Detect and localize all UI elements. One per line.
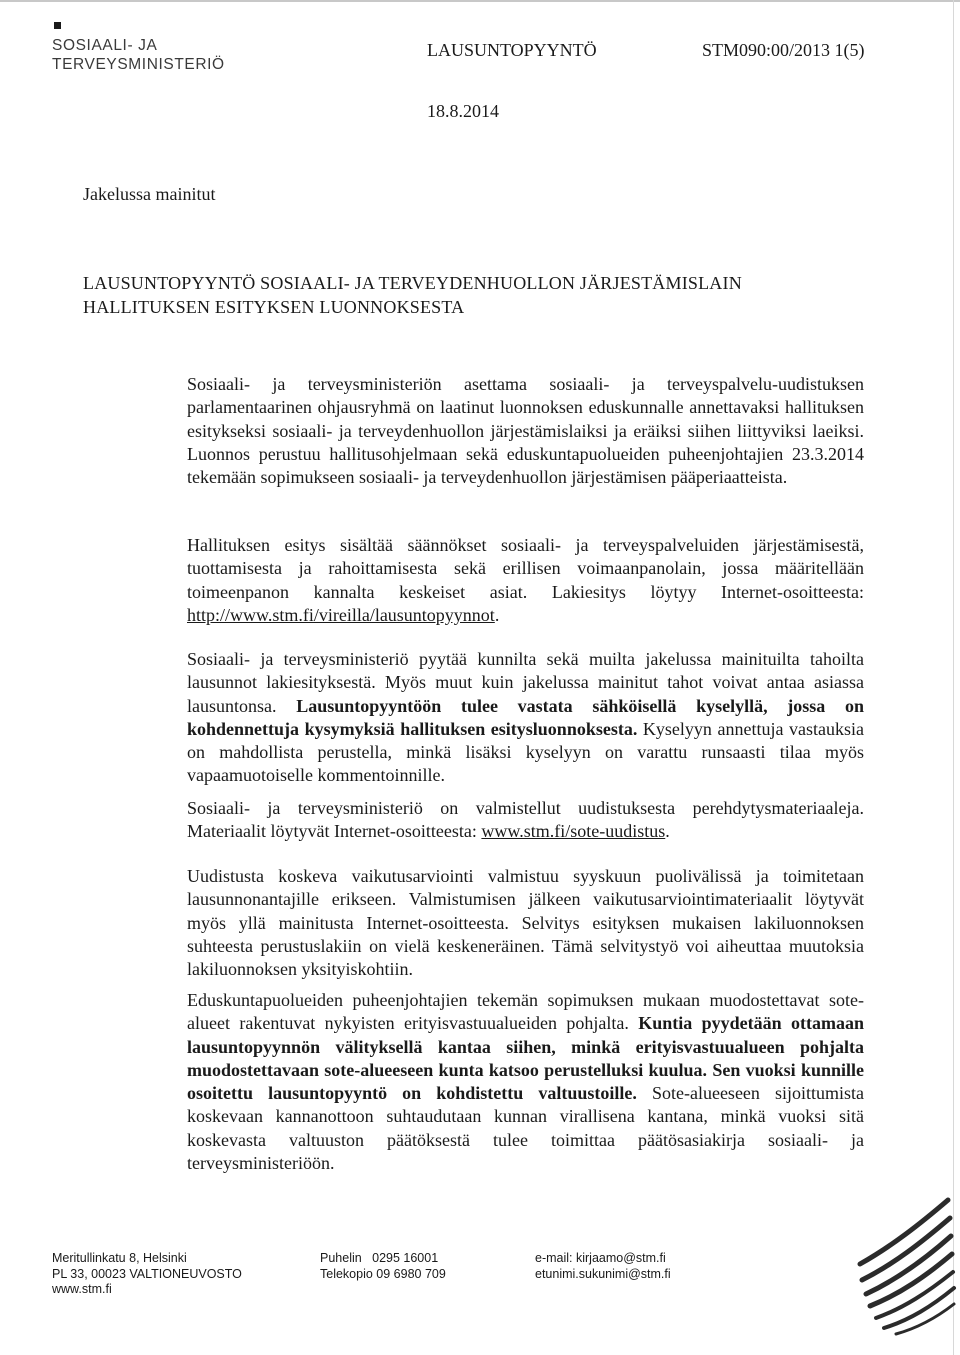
paragraph-2-text: Hallituksen esitys sisältää säännökset sosiaali- ja terveyspalveluiden järjestämisestä, tuottamisesta ja rahoittamisesta sekä erillisen voimaanpanolain, jossa määritellään toimeenpanon kannalta keskeiset asiat. Lakiesitys löytyy Internet-osoitteesta:: [187, 535, 864, 602]
ministry-name-line2: TERVEYSMINISTERIÖ: [52, 56, 225, 73]
ministry-logo: [52, 28, 225, 74]
footer-phone-number: Puhelin 0295 16001: [320, 1251, 439, 1265]
paragraph-4-text: Sosiaali- ja terveysministeriö on valmistellut uudistuksesta perehdytysmateriaaleja. Materiaalit löytyvät Internet-osoitteesta:: [187, 798, 864, 842]
paragraph-4-end: .: [665, 821, 670, 842]
footer-postal: PL 33, 00023 VALTIONEUVOSTO: [52, 1266, 242, 1281]
page-top-edge: [0, 0, 960, 2]
footer-phone: [320, 1251, 446, 1282]
footer-email: [535, 1251, 671, 1282]
title-line1: LAUSUNTOPYYNTÖ SOSIAALI- JA TERVEYDENHUOLLON JÄRJESTÄMISLAIN: [83, 273, 742, 293]
paragraph-3: [187, 648, 864, 788]
footer-fax-number: Telekopio 09 6980 709: [320, 1266, 446, 1281]
sote-uudistus-link[interactable]: www.stm.fi/sote-uudistus: [481, 821, 666, 842]
logo-square-icon: [54, 22, 61, 29]
document-title: [83, 271, 742, 319]
lausuntopyynnot-link[interactable]: http://www.stm.fi/vireilla/lausuntopyynnot: [187, 604, 495, 625]
footer-email-personal[interactable]: etunimi.sukunimi@stm.fi: [535, 1266, 671, 1281]
document-number: STM090:00/2013 1(5): [702, 40, 865, 60]
footer-website[interactable]: www.stm.fi: [52, 1282, 112, 1296]
paragraph-6-start: Eduskuntapuolueiden puheenjohtajien tekemän sopimuksen mukaan muodostettavat sote-alueet rakentuvat nykyisten erityisvastuualueiden pohjalta.: [187, 990, 864, 1034]
ministry-name-line1: SOSIAALI- JA: [52, 37, 158, 54]
paragraph-2: [187, 534, 864, 627]
paragraph-6-end: Sote-alueeseen sijoittumista koskevaan kannanottoon suhtaudutaan kunnan virallisena kantana, minkä vuoksi sitä koskevasta valtuuston päätöksestä tulee toimittaa päätösasiakirja sosiaali- ja terveysministeriöön.: [187, 1083, 864, 1174]
document-date: 18.8.2014: [427, 101, 499, 121]
footer-address: [52, 1251, 242, 1298]
recipients: Jakelussa mainitut: [83, 184, 216, 204]
paragraph-2-end: .: [494, 604, 500, 625]
paragraph-3-end: Kyselyyn annettuja vastauksia on mahdollista perustella, minkä lisäksi kyselyyn on varattu runsaasti tilaa myös vapaamuotoiselle kommentoinnille.: [187, 718, 864, 786]
paragraph-5: Uudistusta koskeva vaikutusarviointi valmistuu syyskuun puolivälissä ja toimitetaan lausunnonantajille erikseen. Valmistumisen jälkeen vaikutusarviointimateriaalit löytyvät myös yllä mainitusta Internet-osoitteesta. Selvitys esityksen mukaisen lakiluonnoksen suhteesta perustuslakiin on vielä keskeneräinen. Tämä selvitystyö voi aiheuttaa muutoksia lakiluonnoksen yksityiskohtiin.: [187, 866, 864, 980]
paragraph-6: [187, 989, 864, 1175]
paragraph-3-start: Sosiaali- ja terveysministeriö pyytää kunnilta sekä muilta jakelussa mainituilta tahoilta lausunnot lakiesityksestä. Myös muut kuin jakelussa mainitut tahot voivat antaa asiassa lausuntonsa.: [187, 649, 864, 716]
document-type: LAUSUNTOPYYNTÖ: [427, 40, 597, 60]
page-right-edge: [953, 0, 954, 1355]
paragraph-3-bold: Lausuntopyyntöön tulee vastata sähköisellä kyselyllä, jossa on kohdennettuja kysymyksiä hallituksen esitysluonnoksesta.: [187, 695, 864, 739]
title-line2: HALLITUKSEN ESITYKSEN LUONNOKSESTA: [83, 297, 465, 317]
paragraph-4: [187, 797, 864, 844]
footer-email-registry[interactable]: e-mail: kirjaamo@stm.fi: [535, 1251, 666, 1265]
footer-street: Meritullinkatu 8, Helsinki: [52, 1251, 187, 1265]
ministry-wing-emblem: [808, 1188, 958, 1338]
paragraph-6-bold: Kuntia pyydetään ottamaan lausuntopyynnön välityksellä kantaa siihen, minkä erityisvastuualueen pohjalta muodostettavaan sote-alueeseen kunta katsoo perustelluksi kuulua. Sen vuoksi kunnille osoitettu lausuntopyyntö on kohdistettu valtuustoille.: [187, 1013, 865, 1104]
paragraph-1: Sosiaali- ja terveysministeriön asettama sosiaali- ja terveyspalvelu-uudistuksen parlamentaarinen ohjausryhmä on laatinut luonnoksen eduskunnalle annettavaksi hallituksen esitykseksi sosiaali- ja terveydenhuollon järjestämislaiksi ja eräiksi siihen liittyviksi laeiksi. Luonnos perustuu hallitusohjelmaan sekä eduskuntapuolueiden puheenjohtajien 23.3.2014 tekemään sopimukseen sosiaali- ja terveydenhuollon järjestämisen pääperiaatteista.: [187, 374, 864, 488]
